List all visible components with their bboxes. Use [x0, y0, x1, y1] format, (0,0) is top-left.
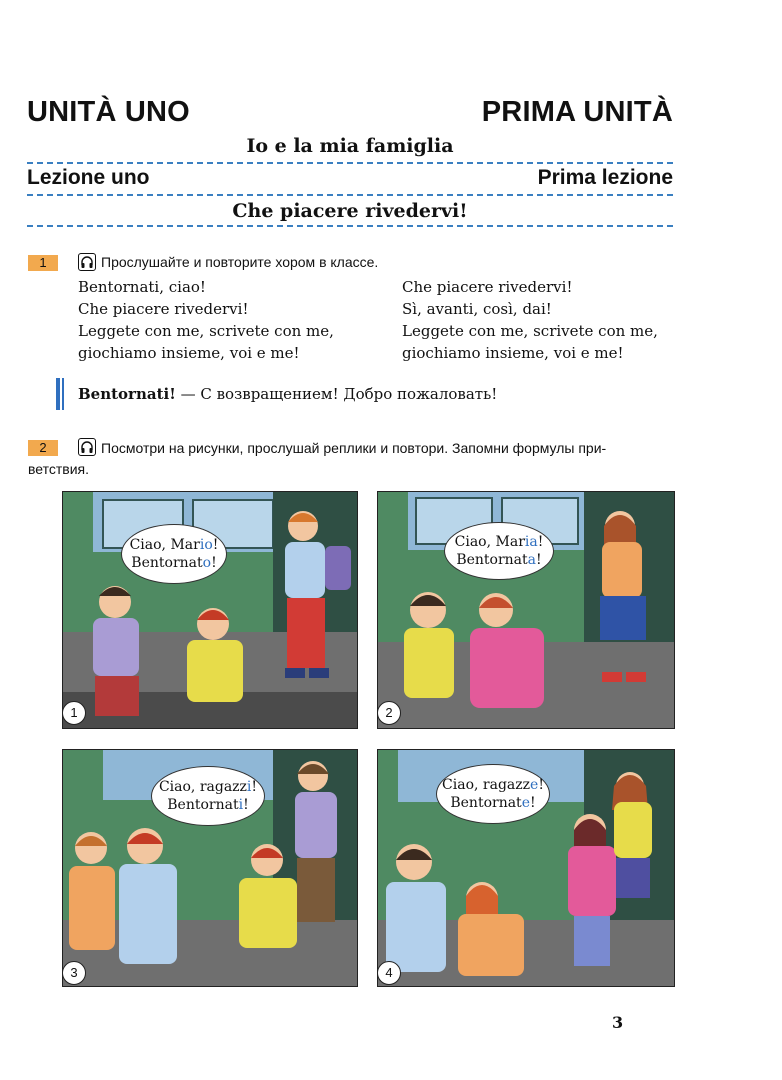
- exercise-instruction: [101, 438, 681, 459]
- lesson-title-right: Prima lezione: [537, 166, 673, 189]
- headphones-icon: [78, 253, 96, 271]
- verse-line: Leggete con me, scrivete con me,: [402, 322, 658, 340]
- vocabulary-note: [78, 385, 497, 403]
- note-term: Bentornati!: [78, 385, 176, 403]
- instruction-line: ветствия.: [28, 461, 89, 477]
- verse-line: Che piacere rivedervi!: [78, 300, 249, 318]
- speech-bubble: Ciao, ragazze! Bentornate!: [436, 764, 550, 824]
- speech-bubble: Ciao, Mario! Bentornato!: [121, 524, 227, 584]
- unit-topic: Io e la mia famiglia: [246, 135, 454, 157]
- illustration-panel-2: [377, 491, 675, 729]
- verse-line: Bentornati, ciao!: [78, 278, 206, 296]
- unit-title-left: UNITÀ UNO: [27, 96, 190, 128]
- note-translation: — С возвращением! Добро пожаловать!: [175, 385, 498, 403]
- exercise-number: 2: [28, 440, 58, 456]
- verse-line: Sì, avanti, così, dai!: [402, 300, 552, 318]
- divider: [27, 225, 673, 227]
- verse-line: Che piacere rivedervi!: [402, 278, 573, 296]
- page-number: 3: [612, 1013, 624, 1032]
- verse-line: Leggete con me, scrivete con me,: [78, 322, 334, 340]
- lesson-topic: Che piacere rivedervi!: [232, 200, 468, 222]
- panel-number: 4: [377, 961, 401, 985]
- divider: [27, 194, 673, 196]
- verse-line: giochiamo insieme, voi e me!: [402, 344, 624, 362]
- unit-title-right: PRIMA UNITÀ: [481, 96, 673, 128]
- verse-left: [78, 276, 334, 364]
- panel-number: 3: [62, 961, 86, 985]
- illustration-scene: [63, 492, 357, 728]
- divider: [27, 162, 673, 164]
- instruction-line: Посмотри на рисунки, прослушай реплики и повтори. Запомни формулы при-: [101, 440, 607, 456]
- verse-right: [402, 276, 658, 364]
- verse-line: giochiamo insieme, voi e me!: [78, 344, 300, 362]
- note-marker: [62, 378, 64, 410]
- illustration-panel-3: [62, 749, 358, 987]
- illustration-panel-1: [62, 491, 358, 729]
- lesson-title-left: Lezione uno: [27, 166, 150, 189]
- illustration-panel-4: [377, 749, 675, 987]
- speech-bubble: Ciao, Maria! Bentornata!: [444, 522, 554, 580]
- speech-bubble: Ciao, ragazzi! Bentornati!: [151, 766, 265, 826]
- exercise-number: 1: [28, 255, 58, 271]
- headphones-icon: [78, 438, 96, 456]
- note-marker: [56, 378, 60, 410]
- exercise-instruction: Прослушайте и повторите хором в классе.: [101, 254, 379, 270]
- panel-number: 1: [62, 701, 86, 725]
- panel-number: 2: [377, 701, 401, 725]
